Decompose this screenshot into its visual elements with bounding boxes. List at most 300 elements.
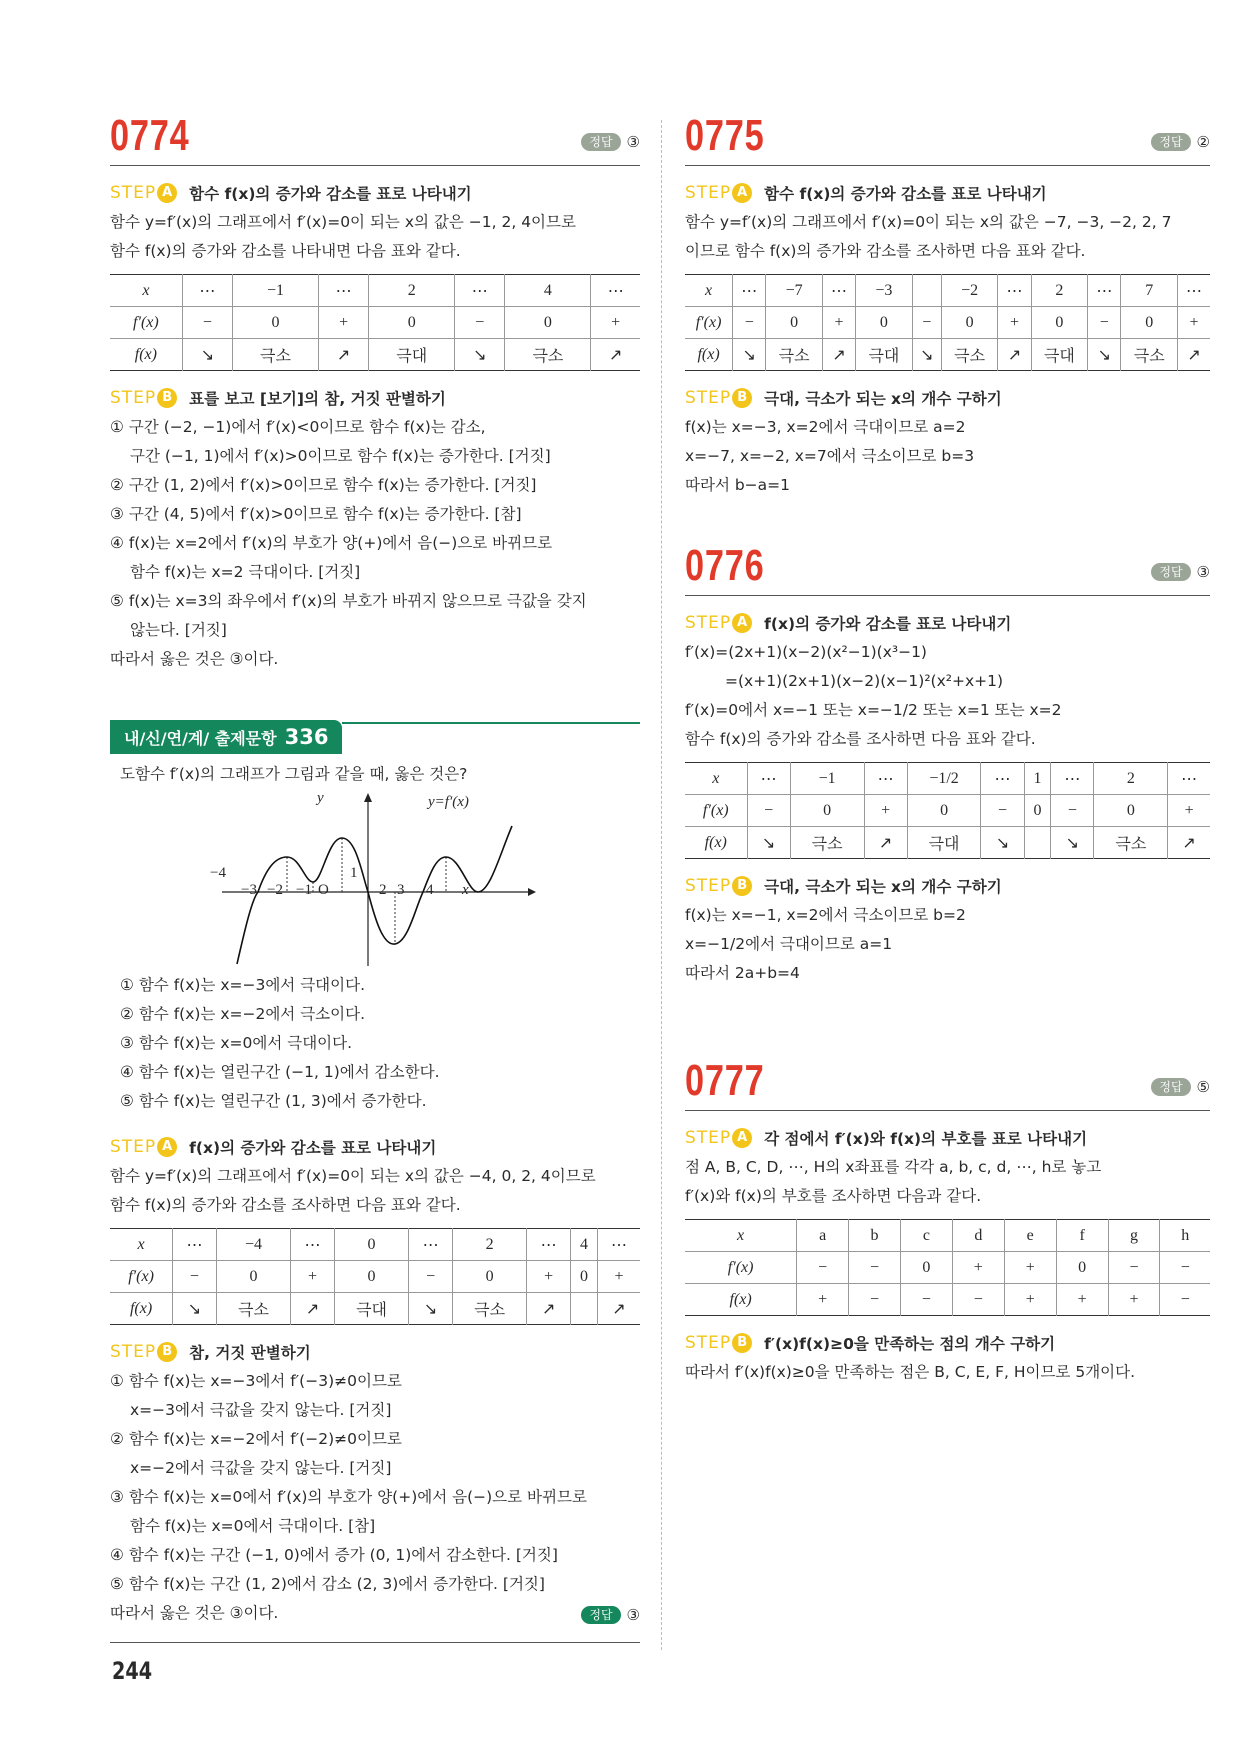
table-cell: ↗ [318, 339, 368, 371]
x-axis-arrow-icon [528, 888, 536, 896]
step-letter-icon: A [157, 1137, 177, 1157]
table-cell: b [849, 1220, 901, 1252]
table-cell: − [182, 307, 232, 339]
table-cell: ↘ [912, 339, 941, 371]
step-title: 극대, 극소가 되는 x의 개수 구하기 [764, 878, 1002, 896]
text-line: 따라서 b−a=1 [685, 476, 791, 494]
table-cell: ⋯ [864, 763, 907, 795]
answer-badge: 정답 ③ [581, 1606, 640, 1624]
step-word: STEP [110, 183, 157, 203]
text-line: ④ 함수 f(x)는 구간 (−1, 0)에서 증가 (0, 1)에서 감소한다. [거짓] [110, 1546, 558, 1564]
table-cell: 0 [1094, 795, 1168, 827]
answer-value: ③ [1196, 563, 1210, 581]
table-cell: − [849, 1252, 901, 1284]
text-line: ② 함수 f(x)는 x=−2에서 f′(−2)≠0이므로 [110, 1430, 402, 1448]
table-cell: g [1108, 1220, 1160, 1252]
table-cell: f(x) [729, 1290, 752, 1308]
step-word: STEP [110, 1342, 157, 1362]
table-cell: −1 [790, 763, 864, 795]
table-cell: 극소 [1121, 339, 1178, 371]
table-cell: 0 [1031, 307, 1088, 339]
step-title: 참, 거짓 판별하기 [189, 1344, 311, 1362]
table-row [110, 1293, 640, 1325]
problem-header [685, 110, 1210, 166]
table-cell: + [864, 795, 907, 827]
table-cell: ⋯ [1178, 275, 1210, 307]
problem-number: 0777 [685, 1056, 765, 1105]
answer-value: ② [1196, 133, 1210, 151]
step-letter-icon: A [732, 613, 752, 633]
answer-value: ⑤ [1196, 1078, 1210, 1096]
sign-table [110, 1228, 640, 1325]
step-title: f′(x)f(x)≥0을 만족하는 점의 개수 구하기 [764, 1335, 1056, 1353]
table-cell: f(x) [697, 345, 720, 363]
table-cell: ↗ [291, 1293, 335, 1325]
text-line: 따라서 옳은 것은 ③이다. [110, 1604, 279, 1622]
table-cell: x [685, 1220, 797, 1252]
table-cell: ↘ [455, 339, 505, 371]
text-line: 함수 f(x)의 증가와 감소를 조사하면 다음 표와 같다. [685, 730, 1036, 748]
table-cell: ⋯ [733, 275, 766, 307]
text-line: 함수 f(x)의 증가와 감소를 조사하면 다음 표와 같다. [110, 1196, 461, 1214]
table-cell: − [1051, 795, 1094, 827]
text-line: 함수 y=f′(x)의 그래프에서 f′(x)=0이 되는 x의 값은 −7, −3, −2, 2, 7 [685, 213, 1172, 231]
table-row [685, 1284, 1210, 1316]
answer-badge [581, 133, 640, 151]
table-cell: ⋯ [597, 1229, 640, 1261]
table-cell: c [900, 1220, 952, 1252]
table-cell: −1 [233, 275, 319, 307]
tick-neg3: −3 [241, 882, 257, 898]
step-title: 함수 f(x)의 증가와 감소를 표로 나타내기 [764, 185, 1047, 203]
answer-badge [1151, 1078, 1210, 1096]
text-line: ④ 함수 f(x)는 열린구간 (−1, 1)에서 감소한다. [120, 1063, 440, 1081]
text-line: f(x)는 x=−3, x=2에서 극대이므로 a=2 [685, 418, 966, 436]
table-cell: −7 [766, 275, 823, 307]
problem-0774 [110, 110, 640, 674]
text-line: x=−7, x=−2, x=7에서 극소이므로 b=3 [685, 447, 975, 465]
table-cell: − [747, 795, 790, 827]
table-cell: f(x) [129, 1299, 153, 1317]
text-line: x=−3에서 극값을 갖지 않는다. [거짓] [130, 1401, 392, 1419]
table-cell: ⋯ [998, 275, 1031, 307]
text-line: 함수 f(x)의 증가와 감소를 나타내면 다음 표와 같다. [110, 242, 461, 260]
table-row [685, 763, 1210, 795]
tick-neg1: −1 [296, 882, 312, 898]
table-cell: ↘ [1051, 827, 1094, 859]
banner-label: 내/신/연/계/ 출제문항 [124, 729, 277, 748]
table-cell: ↗ [864, 827, 907, 859]
table-row [110, 1229, 640, 1261]
problem-header [685, 540, 1210, 596]
table-cell: ⋯ [591, 275, 640, 307]
table-cell: −2 [941, 275, 998, 307]
step-letter-icon: A [157, 183, 177, 203]
problem-0776 [685, 540, 1210, 988]
text-line: f′(x)와 f(x)의 부호를 조사하면 다음과 같다. [685, 1187, 982, 1205]
tick-neg4: −4 [210, 865, 226, 881]
column-divider [661, 120, 662, 1650]
table-row [685, 795, 1210, 827]
table-cell: e [1004, 1220, 1056, 1252]
table-cell: + [998, 307, 1031, 339]
step-letter-icon: B [157, 1342, 177, 1362]
step-title: f(x)의 증가와 감소를 표로 나타내기 [764, 615, 1012, 633]
table-row [110, 339, 640, 371]
table-row [685, 1220, 1210, 1252]
table-cell: ↗ [597, 1293, 640, 1325]
table-cell: 0 [856, 307, 913, 339]
table-cell: f′(x) [685, 307, 733, 339]
question-text: 도함수 f′(x)의 그래프가 그림과 같을 때, 옳은 것은? [120, 765, 468, 783]
table-cell: h [1160, 1220, 1210, 1252]
table-cell: 0 [233, 307, 319, 339]
table-cell: − [173, 1261, 217, 1293]
table-cell: −3 [856, 275, 913, 307]
table-cell [912, 275, 941, 307]
table-row [110, 1261, 640, 1293]
table-cell: 0 [907, 795, 981, 827]
step-word: STEP [110, 1137, 157, 1157]
table-cell: + [1178, 307, 1210, 339]
text-line: ① 구간 (−2, −1)에서 f′(x)<0이므로 함수 f(x)는 감소, [110, 418, 486, 436]
answer-label-pill: 정답 [1151, 563, 1190, 581]
table-cell: ↗ [591, 339, 640, 371]
table-cell: − [900, 1284, 952, 1316]
graph-svg [110, 789, 640, 969]
table-cell: 0 [790, 795, 864, 827]
table-cell [1024, 827, 1051, 859]
table-cell: + [527, 1261, 571, 1293]
table-row [685, 275, 1210, 307]
table-row [685, 307, 1210, 339]
related-problem-336 [110, 720, 640, 1643]
table-cell: 4 [570, 1229, 597, 1261]
table-cell: f′(x) [685, 1252, 797, 1284]
step-word: STEP [685, 183, 732, 203]
step-word: STEP [685, 388, 732, 408]
text-line: f(x)는 x=−1, x=2에서 극소이므로 b=2 [685, 906, 966, 924]
step-letter-icon: B [732, 1333, 752, 1353]
table-cell: ⋯ [527, 1229, 571, 1261]
table-cell: − [849, 1284, 901, 1316]
text-line: x=−1/2에서 극대이므로 a=1 [685, 935, 893, 953]
step-word: STEP [685, 1333, 732, 1353]
step-a-heading [685, 178, 1210, 208]
text-line: ② 함수 f(x)는 x=−2에서 극소이다. [120, 1005, 366, 1023]
tick-1: 1 [350, 865, 358, 881]
table-cell: 극대 [907, 827, 981, 859]
table-cell: ⋯ [981, 763, 1024, 795]
answer-value: ③ [626, 133, 640, 151]
step-title: 각 점에서 f′(x)와 f(x)의 부호를 표로 나타내기 [764, 1130, 1088, 1148]
table-row [685, 339, 1210, 371]
step-b-heading [110, 383, 640, 413]
step-a-heading [685, 1123, 1210, 1153]
text-line: 함수 f(x)는 x=2 극대이다. [거짓] [130, 563, 361, 581]
table-cell [570, 1293, 597, 1325]
text-line: ⑤ 함수 f(x)는 열린구간 (1, 3)에서 증가한다. [120, 1092, 427, 1110]
table-cell: ⋯ [1051, 763, 1094, 795]
table-cell: f′(x) [110, 1261, 173, 1293]
text-line: 점 A, B, C, D, ⋯, H의 x좌표를 각각 a, b, c, d, ⋯, h로 놓고 [685, 1158, 1102, 1176]
table-cell: + [1056, 1284, 1108, 1316]
table-cell: − [912, 307, 941, 339]
table-cell: ⋯ [182, 275, 232, 307]
table-cell: x [685, 763, 747, 795]
step-word: STEP [110, 388, 157, 408]
table-cell: + [1004, 1252, 1056, 1284]
banner-336 [110, 720, 640, 754]
curve-label: y=f′(x) [428, 794, 469, 810]
step-a-heading [685, 608, 1210, 638]
step-letter-icon: A [732, 1128, 752, 1148]
table-cell: + [318, 307, 368, 339]
text-line: 따라서 2a+b=4 [685, 964, 800, 982]
table-cell: + [591, 307, 640, 339]
table-cell: x [685, 275, 733, 307]
table-cell: ⋯ [822, 275, 855, 307]
text-line: ③ 함수 f(x)는 x=0에서 f′(x)의 부호가 양(+)에서 음(−)으로 바뀌므로 [110, 1488, 587, 1506]
table-cell: ↘ [747, 827, 790, 859]
step-title: f(x)의 증가와 감소를 표로 나타내기 [189, 1139, 437, 1157]
table-cell: ↘ [182, 339, 232, 371]
text-line: ⑤ f(x)는 x=3의 좌우에서 f′(x)의 부호가 바뀌지 않으므로 극값을 갖지 [110, 592, 587, 610]
table-cell: + [1004, 1284, 1056, 1316]
table-cell: x [110, 275, 182, 307]
text-line: ④ f(x)는 x=2에서 f′(x)의 부호가 양(+)에서 음(−)으로 바뀌므로 [110, 534, 553, 552]
answer-label-pill: 정답 [1151, 133, 1190, 151]
table-row [110, 275, 640, 307]
table-row [110, 307, 640, 339]
answer-badge [1151, 563, 1210, 581]
step-word: STEP [685, 613, 732, 633]
table-cell: x [110, 1229, 173, 1261]
table-cell: ↗ [527, 1293, 571, 1325]
step-b-heading [685, 383, 1210, 413]
table-cell: ↘ [409, 1293, 453, 1325]
table-cell: 0 [369, 307, 455, 339]
table-cell: a [797, 1220, 849, 1252]
answer-badge [1151, 133, 1210, 151]
table-cell: 극대 [369, 339, 455, 371]
text-line: 함수 y=f′(x)의 그래프에서 f′(x)=0이 되는 x의 값은 −4, 0, 2, 4이므로 [110, 1167, 596, 1185]
problem-header [110, 110, 640, 166]
table-cell: 극소 [941, 339, 998, 371]
tick-neg2: −2 [267, 882, 283, 898]
table-cell: 극소 [233, 339, 319, 371]
table-cell: ↘ [1088, 339, 1121, 371]
table-cell: ⋯ [1168, 763, 1210, 795]
problem-number: 0774 [110, 111, 190, 160]
table-cell: + [1168, 795, 1210, 827]
table-cell: 극소 [790, 827, 864, 859]
text-line: 함수 y=f′(x)의 그래프에서 f′(x)=0이 되는 x의 값은 −1, 2, 4이므로 [110, 213, 576, 231]
table-cell: ↗ [998, 339, 1031, 371]
text-line: ③ 함수 f(x)는 x=0에서 극대이다. [120, 1034, 353, 1052]
table-cell: 0 [334, 1261, 409, 1293]
step-word: STEP [685, 876, 732, 896]
table-cell: 7 [1121, 275, 1178, 307]
table-cell: ↘ [733, 339, 766, 371]
table-cell: 극소 [1094, 827, 1168, 859]
sign-table [685, 274, 1210, 371]
table-cell: ⋯ [318, 275, 368, 307]
step-letter-icon: B [157, 388, 177, 408]
table-cell: ⋯ [1088, 275, 1121, 307]
text-line: 않는다. [거짓] [130, 621, 227, 639]
y-axis-label: y [317, 790, 324, 806]
text-line: f′(x)=0에서 x=−1 또는 x=−1/2 또는 x=1 또는 x=2 [685, 701, 1062, 719]
table-cell: −4 [216, 1229, 291, 1261]
text-line: 따라서 옳은 것은 ③이다. [110, 650, 279, 668]
table-cell: 0 [1056, 1252, 1108, 1284]
text-line: 구간 (−1, 1)에서 f′(x)>0이므로 함수 f(x)는 증가한다. [거짓] [130, 447, 551, 465]
table-cell: 4 [505, 275, 591, 307]
table-cell: − [455, 307, 505, 339]
step-b-heading [685, 1328, 1210, 1358]
table-cell: − [409, 1261, 453, 1293]
problem-header [685, 1055, 1210, 1111]
table-cell: − [733, 307, 766, 339]
table-cell: ↗ [1178, 339, 1210, 371]
banner-line [342, 722, 640, 724]
table-cell: − [952, 1284, 1004, 1316]
table-cell: ⋯ [173, 1229, 217, 1261]
step-a-heading [110, 1132, 640, 1162]
table-row [685, 1252, 1210, 1284]
sign-table [685, 762, 1210, 859]
text-line: ① 함수 f(x)는 x=−3에서 f′(−3)≠0이므로 [110, 1372, 402, 1390]
page-number: 244 [112, 1657, 153, 1685]
table-cell: + [952, 1252, 1004, 1284]
step-title: 극대, 극소가 되는 x의 개수 구하기 [764, 390, 1002, 408]
text-line: f′(x)=(2x+1)(x−2)(x²−1)(x³−1) [685, 643, 927, 661]
table-cell: + [797, 1284, 849, 1316]
text-line: 따라서 f′(x)f(x)≥0을 만족하는 점은 B, C, E, F, H이므로 5개이다. [685, 1363, 1136, 1381]
table-cell: 0 [452, 1261, 527, 1293]
step-letter-icon: B [732, 876, 752, 896]
table-cell: 극소 [505, 339, 591, 371]
table-cell: ⋯ [409, 1229, 453, 1261]
table-cell: f′(x) [110, 307, 182, 339]
table-cell: f(x) [134, 345, 157, 363]
text-line: 함수 f(x)는 x=0에서 극대이다. [참] [130, 1517, 376, 1535]
table-cell: 0 [1121, 307, 1178, 339]
table-cell: + [597, 1261, 640, 1293]
table-row [685, 827, 1210, 859]
table-cell: ↘ [173, 1293, 217, 1325]
table-cell: − [981, 795, 1024, 827]
table-cell: ↗ [1168, 827, 1210, 859]
table-cell: 0 [570, 1261, 597, 1293]
options-list [110, 971, 640, 1116]
table-cell: − [1160, 1252, 1210, 1284]
origin-label: O [318, 882, 329, 898]
tick-2: 2 [379, 882, 387, 898]
answer-label-pill: 정답 [581, 133, 620, 151]
table-cell: f′(x) [685, 795, 747, 827]
table-cell: 2 [369, 275, 455, 307]
table-cell: −1/2 [907, 763, 981, 795]
text-line: ⑤ 함수 f(x)는 구간 (1, 2)에서 감소 (2, 3)에서 증가한다. [거짓] [110, 1575, 545, 1593]
table-cell: + [822, 307, 855, 339]
table-cell: − [797, 1252, 849, 1284]
tick-4: 4 [426, 882, 434, 898]
table-cell: 극소 [216, 1293, 291, 1325]
table-cell: f [1056, 1220, 1108, 1252]
table-cell: 1 [1024, 763, 1051, 795]
table-cell: 0 [900, 1252, 952, 1284]
table-cell: 0 [334, 1229, 409, 1261]
table-cell: 0 [1024, 795, 1051, 827]
table-cell: 2 [1094, 763, 1168, 795]
x-axis-label: x [462, 882, 469, 898]
table-cell: 극대 [856, 339, 913, 371]
table-cell: − [1108, 1252, 1160, 1284]
table-cell: 극대 [334, 1293, 409, 1325]
table-cell: f(x) [704, 833, 727, 851]
problem-number: 0776 [685, 541, 765, 590]
step-b-heading [110, 1337, 640, 1367]
step-title: 표를 보고 [보기]의 참, 거짓 판별하기 [189, 390, 446, 408]
table-cell: 0 [216, 1261, 291, 1293]
text-line: x=−2에서 극값을 갖지 않는다. [거짓] [130, 1459, 392, 1477]
step-a-heading [110, 178, 640, 208]
table-cell: ↘ [981, 827, 1024, 859]
table-cell: 극소 [452, 1293, 527, 1325]
y-axis-arrow-icon [364, 793, 372, 802]
problem-0777 [685, 1055, 1210, 1387]
table-cell: 극소 [766, 339, 823, 371]
table-cell: 0 [941, 307, 998, 339]
text-line: 이므로 함수 f(x)의 증가와 감소를 조사하면 다음 표와 같다. [685, 242, 1086, 260]
text-line: =(x+1)(2x+1)(x−2)(x−1)²(x²+x+1) [725, 672, 1004, 690]
table-cell: − [1088, 307, 1121, 339]
table-cell: ↗ [822, 339, 855, 371]
table-cell: ⋯ [455, 275, 505, 307]
table-cell: + [1108, 1284, 1160, 1316]
sign-table [685, 1219, 1210, 1316]
step-letter-icon: B [732, 388, 752, 408]
step-title: 함수 f(x)의 증가와 감소를 표로 나타내기 [189, 185, 472, 203]
table-cell: ⋯ [291, 1229, 335, 1261]
table-cell: ⋯ [747, 763, 790, 795]
table-cell: − [1160, 1284, 1210, 1316]
text-line: ③ 구간 (4, 5)에서 f′(x)>0이므로 함수 f(x)는 증가한다. [참] [110, 505, 522, 523]
table-cell: 0 [766, 307, 823, 339]
table-cell: + [291, 1261, 335, 1293]
problem-0775 [685, 110, 1210, 500]
derivative-graph [110, 789, 640, 969]
answer-label-pill: 정답 [1151, 1078, 1190, 1096]
table-cell: 0 [505, 307, 591, 339]
problem-number: 0775 [685, 111, 765, 160]
text-line: ① 함수 f(x)는 x=−3에서 극대이다. [120, 976, 366, 994]
table-cell: 2 [1031, 275, 1088, 307]
banner-number: 336 [284, 725, 329, 749]
step-word: STEP [685, 1128, 732, 1148]
section-end-line [110, 1642, 640, 1643]
table-cell: 2 [452, 1229, 527, 1261]
step-letter-icon: A [732, 183, 752, 203]
tick-3: 3 [397, 882, 405, 898]
table-cell: 극대 [1031, 339, 1088, 371]
sign-table [110, 274, 640, 371]
step-b-heading [685, 871, 1210, 901]
text-line: ② 구간 (1, 2)에서 f′(x)>0이므로 함수 f(x)는 증가한다. [거짓] [110, 476, 537, 494]
table-cell: d [952, 1220, 1004, 1252]
